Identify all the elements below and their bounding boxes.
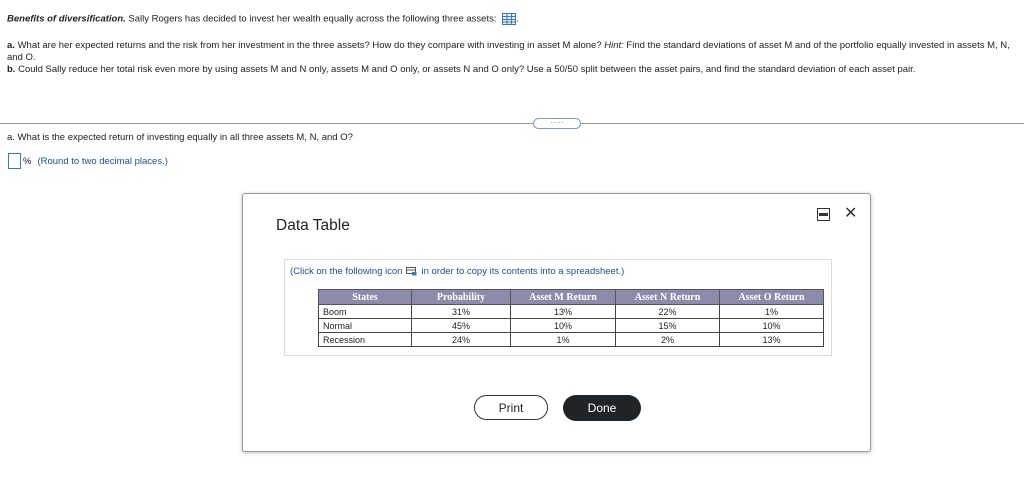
question-title-text: Sally Rogers has decided to invest her wealth equally across the following three assets: (128, 13, 497, 25)
section-divider (0, 123, 1024, 124)
header-asset-n-return: Asset N Return (616, 290, 720, 305)
part-a-hint-label: Hint: (604, 40, 624, 51)
cell-state: Recession (319, 333, 412, 347)
done-button[interactable]: Done (563, 395, 641, 421)
table-grid-icon[interactable] (502, 13, 516, 25)
cell-probability: 24% (412, 333, 511, 347)
data-table-panel (284, 259, 832, 356)
cell-state: Normal (319, 319, 412, 333)
cell-asset-n: 2% (616, 333, 720, 347)
cell-asset-n: 22% (616, 305, 720, 319)
question-part-b (7, 64, 1022, 76)
data-table-dialog (242, 193, 871, 452)
header-asset-m-return: Asset M Return (511, 290, 616, 305)
copy-note-after: in order to copy its contents into a spreadsheet.) (421, 266, 625, 277)
question-part-a (7, 40, 1022, 64)
subquestion-text: a. What is the expected return of investing equally in all three assets M, N, and O? (7, 132, 353, 143)
question-title (7, 13, 519, 25)
answer-input[interactable] (8, 153, 21, 169)
header-probability: Probability (412, 290, 511, 305)
part-a-label: a. (7, 40, 15, 51)
part-b-text: Could Sally reduce her total risk even more by using assets M and N only, assets M and O only, or assets N and O only? Use a 50/50 split between the asset pairs, and find the standard deviation of each asset pair. (18, 64, 916, 75)
close-icon[interactable]: ✕ (844, 205, 858, 222)
header-asset-o-return: Asset O Return (720, 290, 824, 305)
spreadsheet-copy-icon[interactable] (406, 267, 417, 276)
cell-asset-o: 13% (720, 333, 824, 347)
asset-returns-table (318, 289, 824, 347)
answer-row (8, 153, 168, 169)
table-row (319, 333, 824, 347)
cell-state: Boom (319, 305, 412, 319)
question-title-bold: Benefits of diversification. (7, 13, 126, 25)
cell-asset-o: 1% (720, 305, 824, 319)
answer-unit: % (23, 155, 32, 167)
cell-probability: 45% (412, 319, 511, 333)
copy-note (290, 266, 624, 277)
cell-asset-m: 1% (511, 333, 616, 347)
cell-asset-n: 15% (616, 319, 720, 333)
copy-note-before: (Click on the following icon (290, 266, 403, 277)
dialog-title: Data Table (276, 217, 350, 234)
expand-toggle-button[interactable]: ····· (533, 118, 581, 129)
cell-asset-m: 13% (511, 305, 616, 319)
cell-asset-o: 10% (720, 319, 824, 333)
print-button[interactable]: Print (474, 395, 548, 420)
table-header-row (319, 290, 824, 305)
rounding-hint: (Round to two decimal places.) (37, 155, 168, 167)
table-row (319, 319, 824, 333)
part-a-hint-text: Find the standard deviations of asset M and of the portfolio equally invested in assets M, N, and O. (7, 40, 1010, 63)
part-b-label: b. (7, 64, 16, 75)
cell-asset-m: 10% (511, 319, 616, 333)
table-row (319, 305, 824, 319)
cell-probability: 31% (412, 305, 511, 319)
header-states: States (319, 290, 412, 305)
minimize-icon[interactable] (817, 208, 830, 221)
question-title-end: . (516, 13, 519, 25)
part-a-text: What are her expected returns and the risk from her investment in the three assets? How do they compare with investing in asset M alone? (17, 40, 602, 51)
